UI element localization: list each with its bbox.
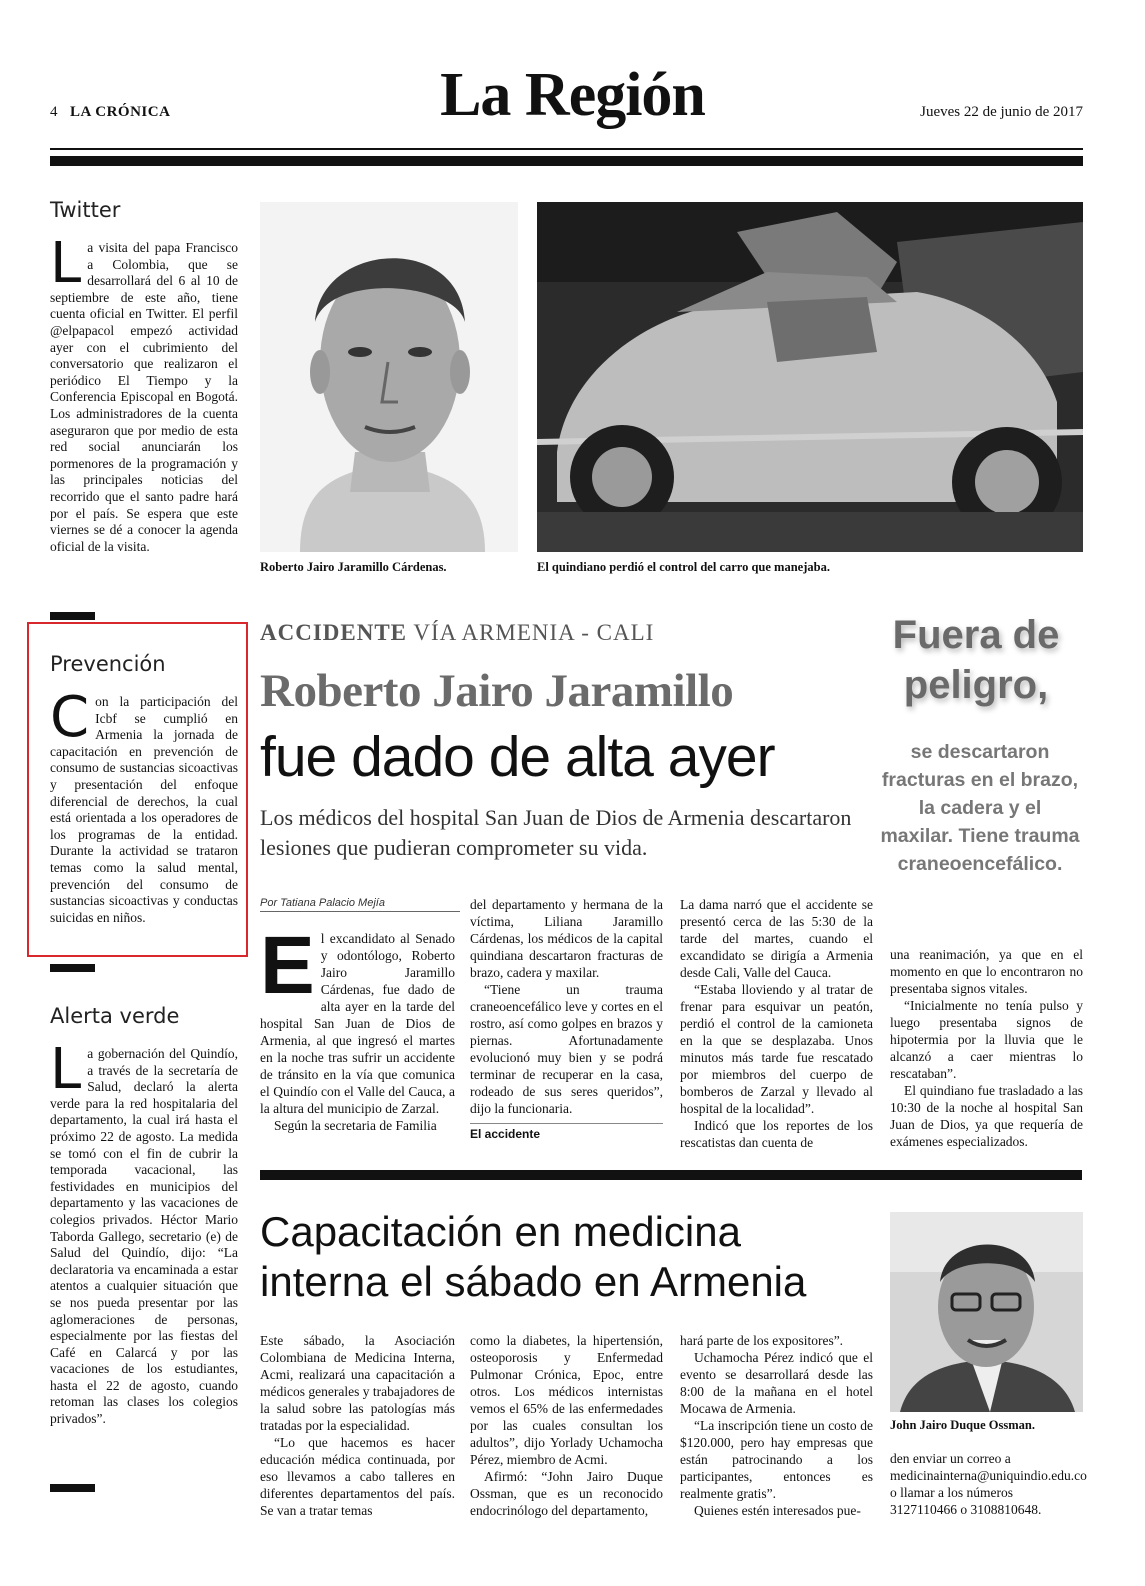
column-paragraph: como la diabetes, la hipertensión, osteoporosis y Enfermedad Pulmonar Crónica, Epoc, entre otros. Los médicos internistas vemos el 65% de las enfermedades por las cuales consultan los adultos”, dijo Yorlady Uchamocha Pérez, miembro de Acmi. [470, 1333, 663, 1467]
subhead: El accidente [470, 1123, 663, 1143]
article-kicker [260, 620, 654, 646]
article2-column-2 [470, 1332, 663, 1519]
column-paragraph: El quindiano fue trasladado a las 10:30 de la noche al hospital San Juan de Dios, ya que requería de exámenes especializados. [890, 1083, 1083, 1149]
column-paragraph: una reanimación, ya que en el momento en que lo encontraron no presentaba signos vitales. [890, 947, 1083, 996]
article2-column-4 [890, 1450, 1087, 1518]
photo-caption: John Jairo Duque Ossman. [890, 1418, 1035, 1432]
column-paragraph: den enviar un correo a medicinainterna@uniquindio.edu.co o llamar a los números 3127110466 o 3108810648. [890, 1451, 1087, 1517]
article-column-2 [470, 896, 663, 1143]
portrait-photo [260, 202, 518, 552]
column-paragraph: hará parte de los expositores”. [680, 1333, 844, 1348]
column-paragraph: Afirmó: “John Jairo Duque Ossman, que es un reconocido endocrinólogo del departamento, [470, 1469, 663, 1518]
column-text: l excandidato al Senado y odontólogo, Roberto Jairo Jaramillo Cárdenas, fue dado de alta ayer en la tarde del hospital San Juan de Dios de Armenia, al que ingresó el martes en la noche tras sufrir un accidente de tránsito en la vía que comunica el Quindío con el Valle del Cauca, a la altura del municipio de Zarzal. [260, 931, 455, 1116]
newspaper-name: LA CRÓNICA [70, 104, 171, 120]
column-paragraph: “Inicialmente no tenía pulso y luego presentaba signos de hipotermia por la lluvia que le alcanzó a caer mientras lo rescataban”. [890, 998, 1083, 1081]
column-paragraph: “Lo que hacemos es hacer educación médica continuada, por eso llevamos a cabo talleres en diferentes departamentos del país. Se van a tratar temas [260, 1435, 455, 1518]
sidebar-text: a visita del papa Francisco a Colombia, que se desarrollará del 6 al 10 de septiembre de este año, tiene cuenta oficial en Twitter. El perfil @elpapacol empezó actividad ayer con el cubrimiento del conversatorio que realizaron el periódico El Tiempo y la Conferencia Episcopal en Bogotá. Los administradores de la cuenta aseguraron que por medio de esta red social anunciarán los pormenores de la programación y las principales noticias del recorrido que el santo padre hará por el país. Se espera que este viernes se dé a conocer la agenda oficial de la visita. [50, 240, 238, 554]
sidebar-text: a gobernación del Quindío, a través de la secretaría de Salud, declaró la alerta verde para la red hospitalaria del departamento, la cual irá hasta el próximo 22 de agosto. La medida se tomó con el fin de cubrir la temporada vacacional, las festividades en municipios del departamento y las vacaciones de colegios privados. Héctor Mario Taborda Gallego, secretario (e) de Salud del Quindío, dijo: “La declaratoria va encaminada a estar atentos a cualquier situación que se nos pueda presentar por las aglomeraciones de personas, especialmente por las fiestas del Café en Calarcá y por las vacaciones de los estudiantes, hasta el 22 de agosto, cuando retoman las clases los colegios privados”. [50, 1046, 238, 1427]
byline: Por Tatiana Palacio Mejía [260, 897, 460, 912]
article-deck: Los médicos del hospital San Juan de Dios de Armenia descartaron lesiones que pudieran comprometer su vida. [260, 805, 852, 860]
article-column-4 [890, 946, 1083, 1150]
photo-caption: Roberto Jairo Jaramillo Cárdenas. [260, 560, 447, 574]
drop-cap: L [50, 1037, 82, 1102]
drop-cap: E [260, 920, 315, 1011]
sidebar-divider [50, 964, 95, 972]
column-paragraph: Este sábado, la Asociación Colombiana de Medicina Interna, Acmi, realizará una capacitación a médicos generales y trabajadores de la salud sobre las patologías más tratadas por la especialidad. [260, 1333, 455, 1433]
column-paragraph: “Tiene un trauma craneoencefálico leve y cortes en el rostro, así como golpes en brazos y piernas. Afortunadamente evolucionó muy bien y se podrá terminar de recuperar en la casa, rodeado de sus seres queridos”, dijo la funcionaria. [470, 982, 663, 1116]
article2-headline: Capacitación en medicina interna el sábado en Armenia [260, 1208, 807, 1305]
article-column-1 [260, 920, 455, 1134]
article-column-3 [680, 896, 873, 1151]
column-paragraph: del departamento y hermana de la víctima, Liliana Jaramillo Cárdenas, los médicos de la capital quindiana descartaron fracturas de brazo, cadera y maxilar. [470, 897, 663, 980]
sidebar-text: on la participación del Icbf se cumplió en Armenia la jornada de capacitación en prevención de consumo de sustancias sicoactivas y presentación del enfoque diferencial de derechos, la cual está orientada a los operadores de los programas de la entidad. Durante la actividad se trataron temas como la salud mental, prevención del consumo de sustancias sicoactivas y conductas suicidas en niños. [50, 694, 238, 925]
column-paragraph: Quienes estén interesados pue- [694, 1503, 861, 1518]
column-paragraph: “La inscripción tiene un costo de $120.000, pero hay empresas que están patrocinando a los participantes, entonces es realmente gratis”. [680, 1418, 873, 1501]
pull-quote-body: se descartaron fracturas en el brazo, la cadera y el maxilar. Tiene trauma craneoencefálico. [880, 741, 1080, 875]
sidebar-heading-twitter: Twitter [50, 198, 121, 222]
column-paragraph: La dama narró que el accidente se presentó cerca de las 5:30 de la tarde del martes, cuando el excandidato se dirigía a Armenia desde Cali, Valle del Cauca. [680, 897, 873, 980]
headline-line-2: fue dado de alta ayer [260, 725, 775, 789]
kicker-topic: ACCIDENTE [260, 620, 408, 645]
sidebar-heading-alerta: Alerta verde [50, 1004, 180, 1028]
kicker-location: VÍA ARMENIA - CALI [407, 620, 655, 645]
column-paragraph: “Estaba lloviendo y al tratar de frenar para esquivar un peatón, perdió el control de la camioneta en la que se desplazaba. Unos minutos más tarde fue rescatado por miembros del cuerpo de bomberos de Zarzal y llevado al hospital de la localidad”. [680, 982, 873, 1116]
doctor-photo [890, 1212, 1083, 1412]
sidebar-body-alerta [50, 1037, 238, 1428]
sidebar-divider [50, 1484, 95, 1492]
photo-caption: El quindiano perdió el control del carro que manejaba. [537, 560, 830, 574]
drop-cap: C [50, 685, 90, 750]
section-title: La Región [440, 61, 705, 129]
sidebar-divider [50, 612, 95, 620]
sidebar-heading-prevencion: Prevención [50, 652, 166, 676]
car-accident-photo [537, 202, 1083, 552]
publication-date: Jueves 22 de junio de 2017 [920, 104, 1083, 120]
column-paragraph: Uchamocha Pérez indicó que el evento se desarrollará desde las 8:00 de la mañana en el hotel Mocawa de Armenia. [680, 1350, 873, 1416]
pull-quote-title: Fuera de peligro, [892, 613, 1060, 707]
column-paragraph: Indicó que los reportes de los rescatistas dan cuenta de [680, 1118, 873, 1150]
section-divider [260, 1170, 1082, 1180]
header-rule-thin [50, 148, 1083, 150]
sidebar-body-twitter [50, 231, 238, 555]
page-number: 4 [50, 104, 58, 120]
article2-column-3 [680, 1332, 873, 1519]
article2-column-1 [260, 1332, 455, 1519]
headline-line-1: Roberto Jairo Jaramillo [260, 665, 734, 717]
drop-cap: L [50, 231, 82, 296]
sidebar-body-prevencion [50, 685, 238, 926]
header-rule-thick [50, 156, 1083, 166]
column-paragraph: Según la secretaria de Familia [274, 1118, 437, 1133]
